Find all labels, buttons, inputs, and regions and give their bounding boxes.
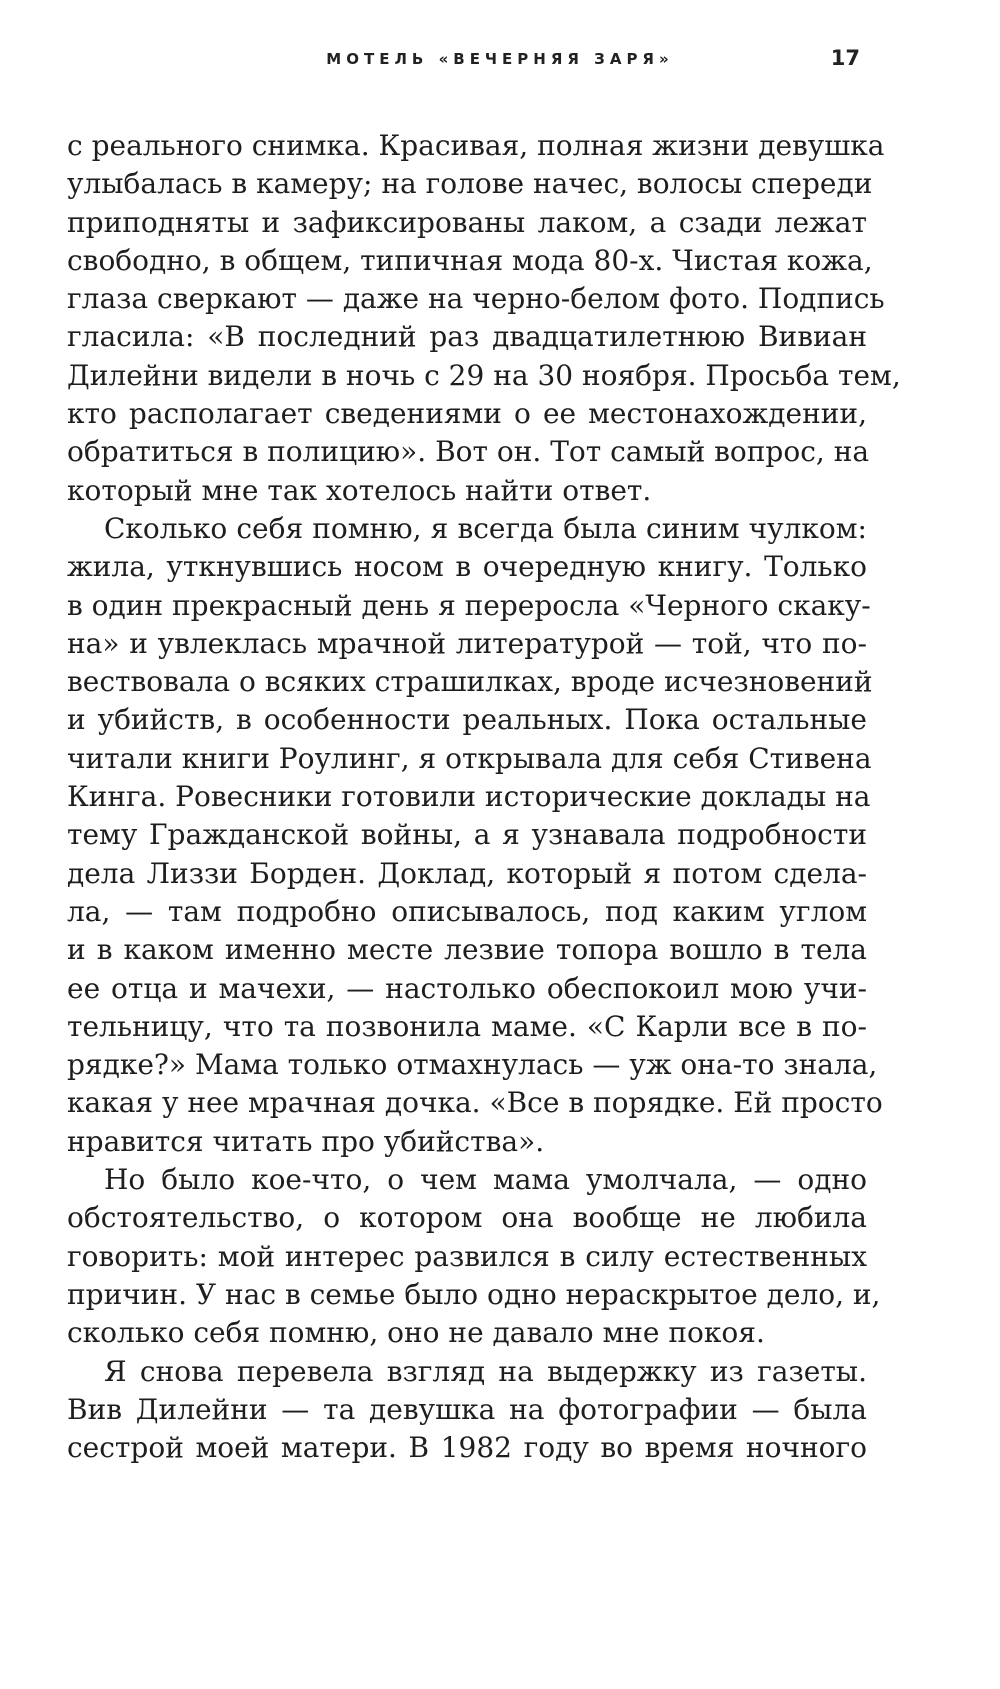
text-line: ла, — там подробно описывалось, под каким углом — [67, 894, 867, 928]
text-line: рядке?» Мама только отмахнулась — уж она-то знала, — [67, 1048, 878, 1082]
text-line: который мне так хотелось найти ответ. — [67, 473, 652, 507]
text-line: Но было кое-что, о чем мама умолчала, — одно — [104, 1163, 867, 1197]
text-line: Дилейни видели в ночь с 29 на 30 ноября. Просьба тем, — [67, 358, 901, 392]
text-line: ее отца и мачехи, — настолько обеспокоил мою учи- — [67, 971, 867, 1005]
text-line: приподняты и зафиксированы лаком, а сзади лежат — [67, 205, 867, 239]
text-line: гласила: «В последний раз двадцатилетнюю Вивиан — [67, 320, 867, 354]
text-line: улыбалась в камеру; на голове начес, волосы спереди — [67, 167, 873, 201]
text-line: и убийств, в особенности реальных. Пока остальные — [67, 703, 867, 737]
page-number: 17 — [830, 46, 860, 70]
text-line: причин. У нас в семье было одно нераскрытое дело, и, — [67, 1277, 881, 1311]
running-title: МОТЕЛЬ «ВЕЧЕРНЯЯ ЗАРЯ» — [326, 50, 674, 68]
text-line: Вив Дилейни — та девушка на фотографии — была — [67, 1392, 867, 1426]
text-line: обратиться в полицию». Вот он. Тот самый вопрос, на — [67, 435, 870, 469]
paragraph-3 — [67, 1161, 881, 1352]
text-line: на» и увлеклась мрачной литературой — той, что по- — [67, 626, 867, 660]
text-line: говорить: мой интерес развился в силу естественных — [67, 1239, 867, 1273]
text-line: тему Гражданской войны, а я узнавала подробности — [67, 818, 867, 852]
text-line: свободно, в общем, типичная мода 80-х. Чистая кожа, — [67, 243, 873, 277]
text-line: в один прекрасный день я переросла «Черного скаку- — [67, 588, 871, 622]
text-line: вествовала о всяких страшилках, вроде исчезновений — [67, 665, 873, 699]
text-body — [67, 127, 901, 1467]
text-line: читали книги Роулинг, я открывала для себя Стивена — [67, 741, 872, 775]
paragraph-2 — [67, 510, 883, 1161]
text-line: Сколько себя помню, я всегда была синим чулком: — [104, 511, 867, 545]
text-line: Кинга. Ровесники готовили исторические доклады на — [67, 780, 871, 814]
text-line: с реального снимка. Красивая, полная жизни девушка — [67, 129, 885, 162]
text-line: жила, уткнувшись носом в очередную книгу. Только — [67, 550, 867, 584]
running-header — [0, 46, 1000, 78]
text-line: какая у нее мрачная дочка. «Все в порядке. Ей просто — [67, 1086, 883, 1120]
paragraph-4 — [67, 1353, 867, 1468]
text-line: и в каком именно месте лезвие топора вошло в тела — [67, 933, 867, 967]
text-line: глаза сверкают — даже на черно-белом фото. Подпись — [67, 282, 885, 316]
text-line: сестрой моей матери. В 1982 году во время ночного — [67, 1431, 867, 1465]
text-line: дела Лиззи Борден. Доклад, который я потом сдела- — [67, 856, 867, 890]
text-line: кто располагает сведениями о ее местонахождении, — [67, 397, 867, 431]
text-line: нравится читать про убийства». — [67, 1124, 545, 1158]
paragraph-1 — [67, 127, 901, 510]
text-line: сколько себя помню, оно не давало мне покоя. — [67, 1316, 765, 1350]
text-line: обстоятельство, о котором она вообще не любила — [67, 1201, 867, 1235]
text-line: тельницу, что та позвонила маме. «С Карли все в по- — [67, 1009, 867, 1043]
text-line: Я снова перевела взгляд на выдержку из газеты. — [104, 1354, 867, 1388]
